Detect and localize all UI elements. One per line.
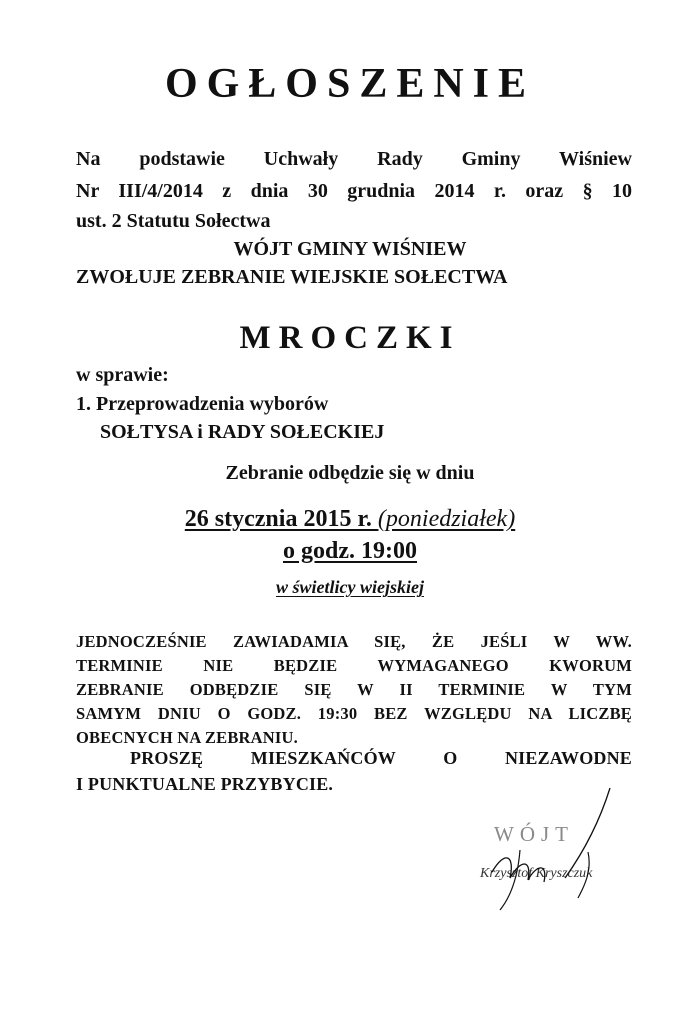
- meeting-place-value: w świetlicy wiejskiej: [276, 577, 424, 597]
- page-title: OGŁOSZENIE: [164, 61, 536, 107]
- notice-line-3: ZEBRANIE ODBĘDZIE SIĘ W II TERMINIE W TYM: [76, 680, 632, 699]
- meeting-intro: Zebranie odbędzie się w dniu: [225, 462, 475, 484]
- intro-line-1: Na podstawie Uchwały Rady Gminy Wiśniew: [76, 148, 632, 170]
- meeting-place: [0, 577, 700, 598]
- village-name: MROCZKI: [239, 320, 461, 356]
- notice-line-2: TERMINIE NIE BĘDZIE WYMAGANEGO KWORUM: [76, 656, 632, 675]
- notice-line-1: JEDNOCZEŚNIE ZAWIADAMIA SIĘ, ŻE JEŚLI W WW.: [76, 632, 632, 651]
- signature-block: [470, 780, 640, 915]
- convener-line-1: WÓJT GMINY WIŚNIEW: [233, 238, 467, 260]
- meeting-date: [0, 506, 700, 533]
- convener-line-2: ZWOŁUJE ZEBRANIE WIEJSKIE SOŁECTWA: [76, 266, 508, 288]
- request-line-2: I PUNKTUALNE PRZYBYCIE.: [76, 774, 334, 794]
- notice-line-5: OBECNYCH NA ZEBRANIU.: [76, 728, 298, 747]
- signature-stamp: WÓJT: [494, 822, 574, 846]
- meeting-time-value: o godz. 19:00: [283, 538, 417, 564]
- intro-line-2: Nr III/4/2014 z dnia 30 grudnia 2014 r. oraz § 10: [76, 180, 632, 202]
- intro-line-3: ust. 2 Statutu Sołectwa: [76, 210, 271, 232]
- agenda-item-1: 1. Przeprowadzenia wyborów: [76, 393, 329, 415]
- meeting-weekday: (poniedziałek): [377, 506, 516, 532]
- agenda-heading: w sprawie:: [76, 364, 169, 386]
- signature-name: Krzysztof Kryszczuk: [480, 866, 593, 881]
- request-line-1: PROSZĘ MIESZKAŃCÓW O NIEZAWODNE: [130, 748, 632, 768]
- notice-line-4: SAMYM DNIU O GODZ. 19:30 BEZ WZGLĘDU NA LICZBĘ: [76, 704, 632, 723]
- handwritten-signature: [470, 780, 640, 915]
- meeting-time: [0, 538, 700, 565]
- agenda-item-1-detail: SOŁTYSA i RADY SOŁECKIEJ: [100, 421, 385, 443]
- meeting-date-value: 26 stycznia 2015 r.: [184, 506, 378, 532]
